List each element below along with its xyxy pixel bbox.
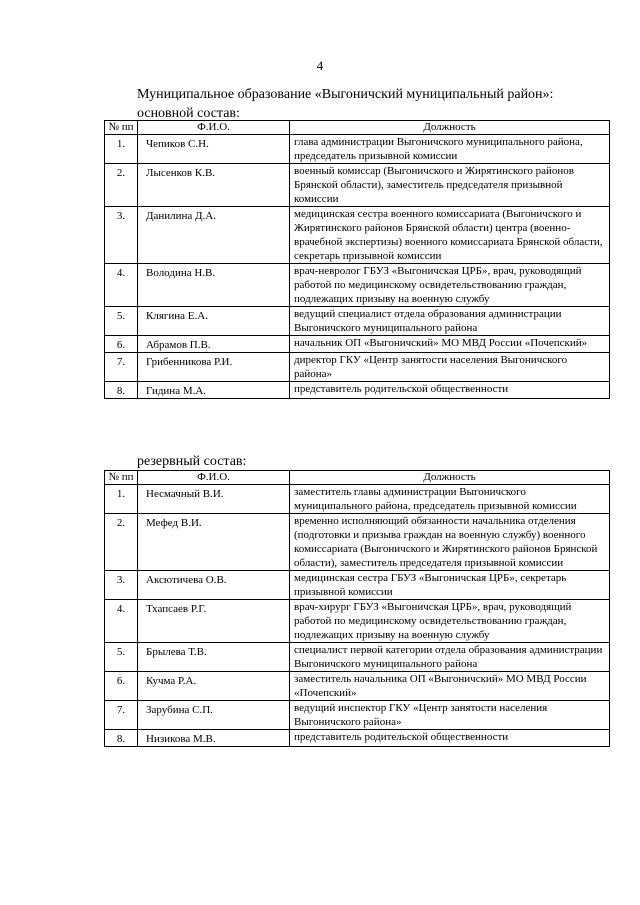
member-name: Брылева Т.В. <box>138 643 290 672</box>
table-row <box>105 730 610 747</box>
table-row <box>105 382 610 399</box>
member-name: Володина Н.В. <box>138 264 290 307</box>
member-number: 4. <box>105 264 138 307</box>
member-position: медицинская сестра военного комиссариата (Выгоничского и Жирятинского районов Брянской области) центра (военно-врачебной экспертизы) военного комиссариата Брянской области, секретарь призывной комиссии <box>290 207 610 264</box>
member-name: Чепиков С.Н. <box>138 135 290 164</box>
table-row <box>105 307 610 336</box>
main-composition-label: основной состав: <box>137 106 240 121</box>
member-name: Несмачный В.И. <box>138 485 290 514</box>
member-number: 2. <box>105 514 138 571</box>
member-position: медицинская сестра ГБУЗ «Выгоничская ЦРБ», секретарь призывной комиссии <box>290 571 610 600</box>
member-number: 7. <box>105 701 138 730</box>
reserve-composition-label: резервный состав: <box>137 454 247 469</box>
table-header-row <box>105 471 610 485</box>
member-position: заместитель главы администрации Выгоничского муниципального района, председатель призывной комиссии <box>290 485 610 514</box>
header-num: № пп <box>105 121 138 135</box>
member-name: Грибенникова Р.И. <box>138 353 290 382</box>
member-number: 4. <box>105 600 138 643</box>
header-role: Должность <box>290 121 610 135</box>
member-name: Мефед В.И. <box>138 514 290 571</box>
member-position: начальник ОП «Выгоничский» МО МВД России «Почепский» <box>290 336 610 353</box>
header-num: № пп <box>105 471 138 485</box>
table-row <box>105 571 610 600</box>
member-number: 8. <box>105 382 138 399</box>
member-position: директор ГКУ «Центр занятости населения Выгоничского района» <box>290 353 610 382</box>
member-name: Зарубина С.П. <box>138 701 290 730</box>
member-number: 6. <box>105 672 138 701</box>
table-row <box>105 701 610 730</box>
member-name: Кучма Р.А. <box>138 672 290 701</box>
table-row <box>105 336 610 353</box>
member-name: Тхапсаев Р.Г. <box>138 600 290 643</box>
table-row <box>105 264 610 307</box>
header-name: Ф.И.О. <box>138 471 290 485</box>
member-number: 8. <box>105 730 138 747</box>
reserve-composition-table <box>104 470 610 747</box>
member-name: Данилина Д.А. <box>138 207 290 264</box>
table-row <box>105 600 610 643</box>
member-name: Гидина М.А. <box>138 382 290 399</box>
table-row <box>105 672 610 701</box>
table-header-row <box>105 121 610 135</box>
member-position: глава администрации Выгоничского муниципального района, председатель призывной комиссии <box>290 135 610 164</box>
member-position: представитель родительской общественности <box>290 382 610 399</box>
header-role: Должность <box>290 471 610 485</box>
table-row <box>105 485 610 514</box>
table-row <box>105 164 610 207</box>
member-name: Абрамов П.В. <box>138 336 290 353</box>
member-number: 5. <box>105 643 138 672</box>
member-position: специалист первой категории отдела образования администрации Выгоничского муниципального района <box>290 643 610 672</box>
page-number: 4 <box>316 58 324 73</box>
member-number: 1. <box>105 135 138 164</box>
table-row <box>105 207 610 264</box>
member-position: врач-хирург ГБУЗ «Выгоничская ЦРБ», врач, руководящий работой по медицинскому освидетельствованию граждан, подлежащих призыву на военную службу <box>290 600 610 643</box>
member-position: представитель родительской общественности <box>290 730 610 747</box>
table-row <box>105 514 610 571</box>
member-position: военный комиссар (Выгоничского и Жирятинского районов Брянской области), заместитель председателя призывной комиссии <box>290 164 610 207</box>
header-name: Ф.И.О. <box>138 121 290 135</box>
member-position: временно исполняющий обязанности начальника отделения (подготовки и призыва граждан на военную службу) военного комиссариата (Выгоничского и Жирятинского районов Брянской области), заместитель председателя призывной комиссии <box>290 514 610 571</box>
member-position: заместитель начальника ОП «Выгоничский» МО МВД России «Почепский» <box>290 672 610 701</box>
member-number: 2. <box>105 164 138 207</box>
member-position: ведущий инспектор ГКУ «Центр занятости населения Выгоничского района» <box>290 701 610 730</box>
main-composition-table <box>104 120 610 399</box>
member-name: Низикова М.В. <box>138 730 290 747</box>
member-name: Лысенков К.В. <box>138 164 290 207</box>
member-number: 3. <box>105 571 138 600</box>
member-number: 3. <box>105 207 138 264</box>
member-number: 1. <box>105 485 138 514</box>
table-row <box>105 643 610 672</box>
member-name: Аксютичева О.В. <box>138 571 290 600</box>
member-number: 5. <box>105 307 138 336</box>
member-number: 7. <box>105 353 138 382</box>
member-position: ведущий специалист отдела образования администрации Выгоничского муниципального района <box>290 307 610 336</box>
table-row <box>105 353 610 382</box>
member-number: 6. <box>105 336 138 353</box>
table-row <box>105 135 610 164</box>
member-position: врач-невролог ГБУЗ «Выгоничская ЦРБ», врач, руководящий работой по медицинскому освидетельствованию граждан, подлежащих призыву на военную службу <box>290 264 610 307</box>
municipality-heading: Муниципальное образование «Выгоничский муниципальный район»: <box>137 87 554 102</box>
member-name: Клягина Е.А. <box>138 307 290 336</box>
